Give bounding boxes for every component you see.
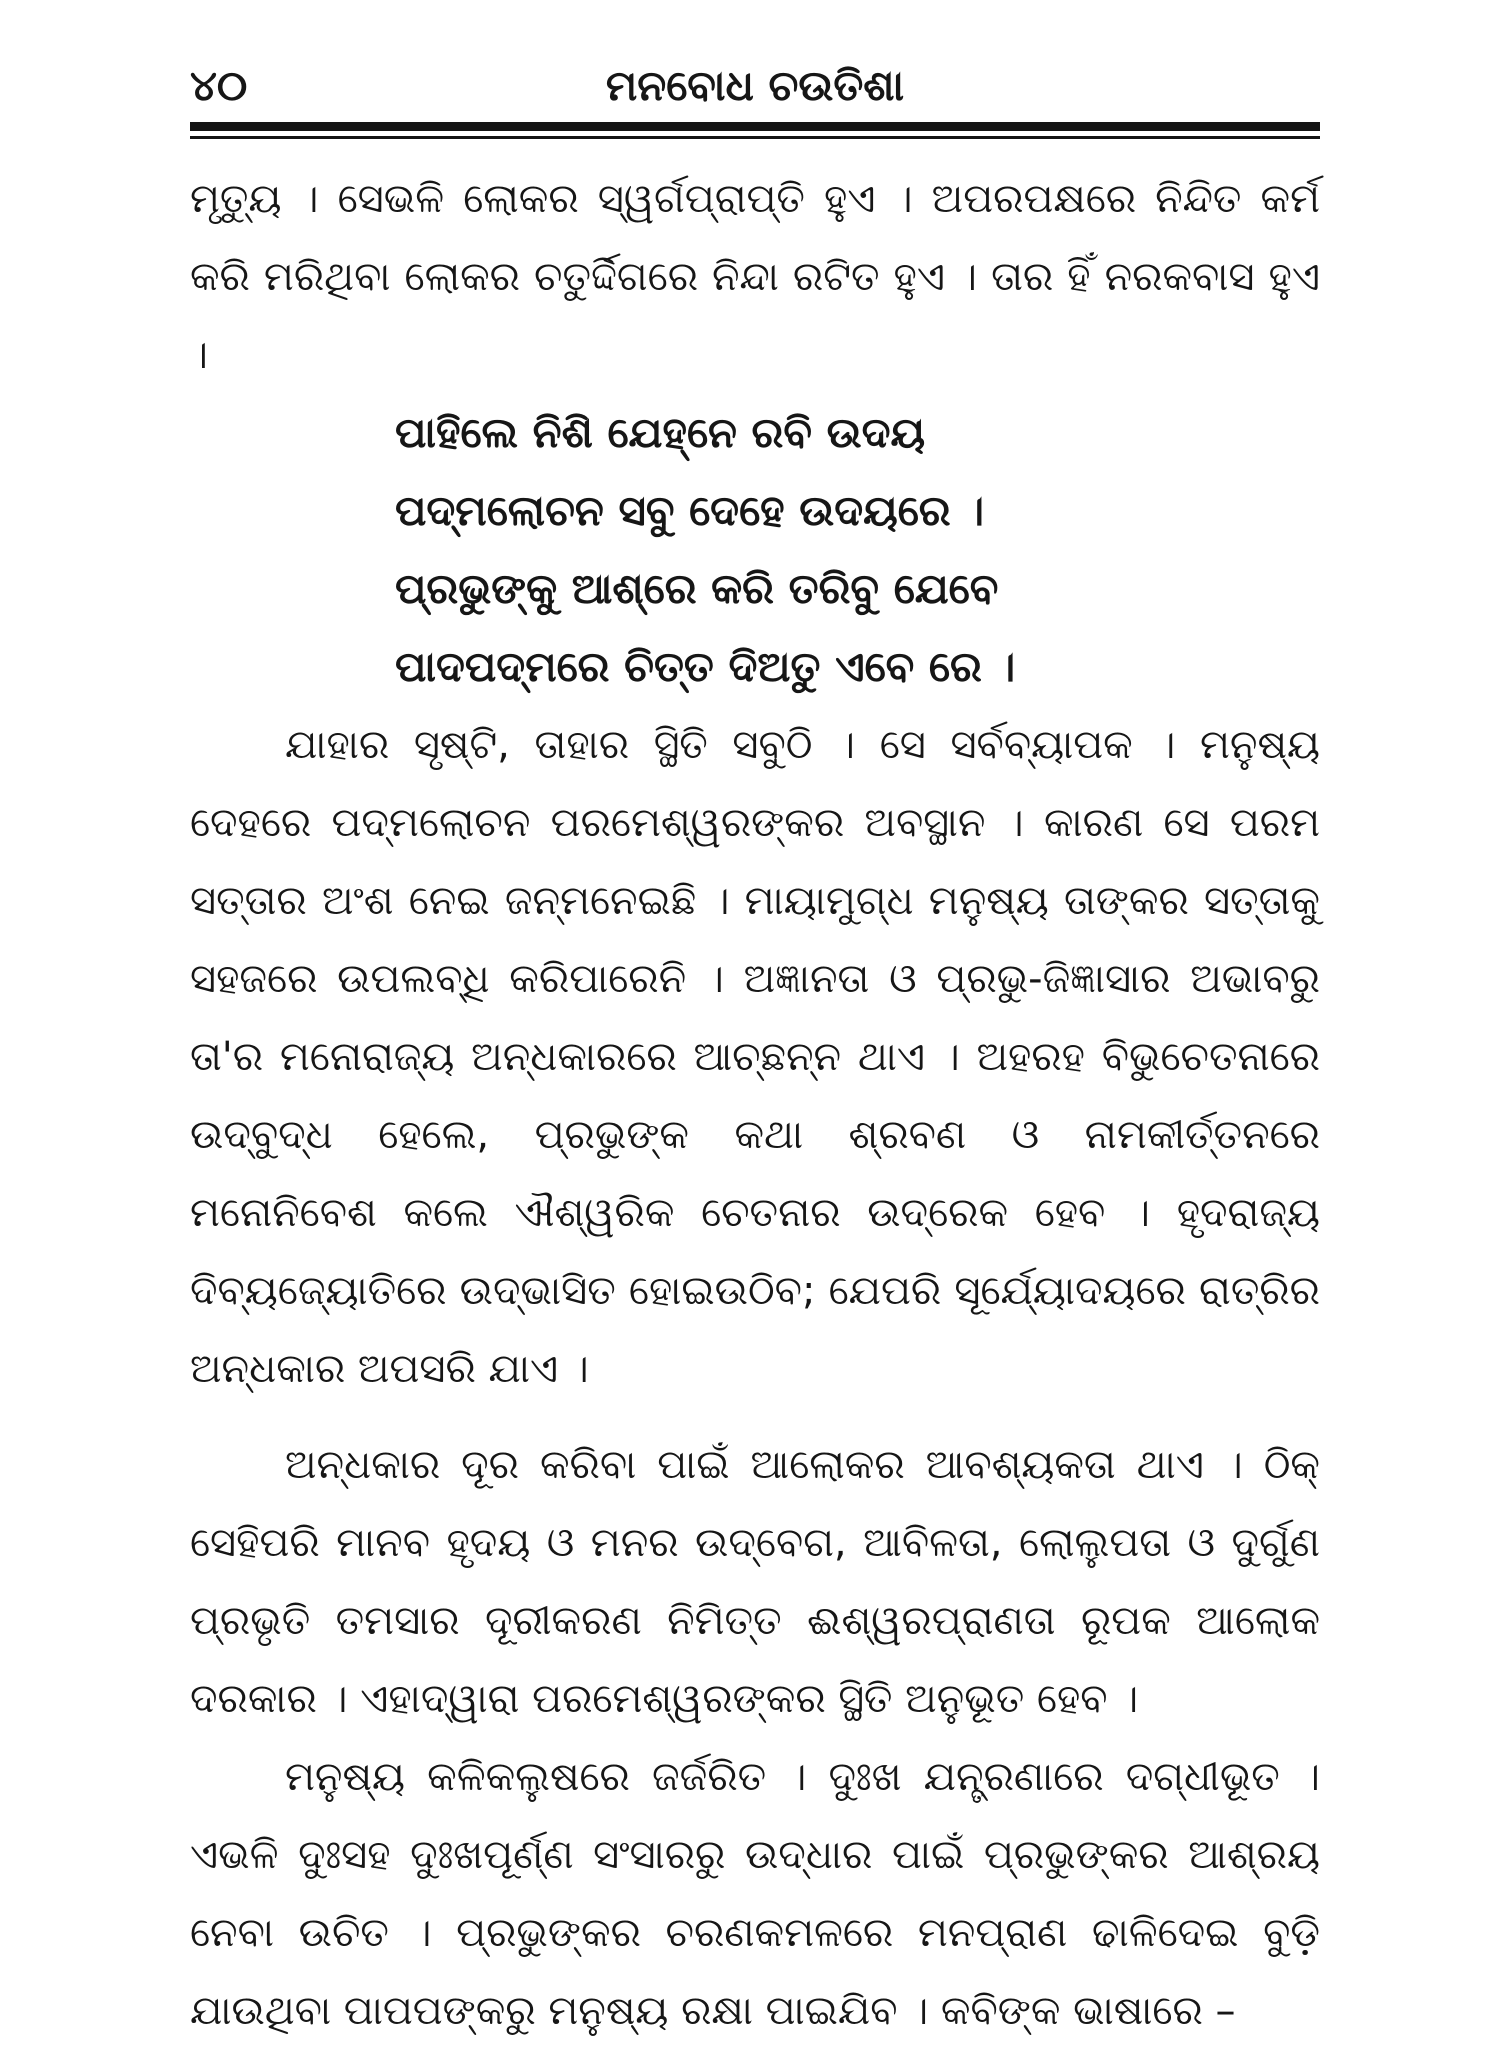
verse-line: ପାଦପଦ୍ମରେ ଚିତ୍ତ ଦିଅତୁ ଏବେ ରେ । <box>395 642 1016 691</box>
verse-line: ପଦ୍ମଲୋଚନ ସବୁ ଦେହେ ଉଦୟରେ । <box>395 486 985 535</box>
paragraph: ଯାହାର ସୃଷ୍ଟି, ତାହାର ସ୍ଥିତି ସବୁଠି । ସେ ସର୍ବବ୍ୟାପକ । ମନୁଷ୍ୟ ଦେହରେ ପଦ୍ମଲୋଚନ ପରମେଶ୍ୱରଙ୍କର ଅବସ୍ଥାନ । କାରଣ ସେ ପରମ ସତ୍ତାର ଅଂଶ ନେଇ ଜନ୍ମନେଇଛି । ମାୟାମୁଗ୍ଧ ମନୁଷ୍ୟ ତାଙ୍କର ସତ୍ତାକୁ ସହଜରେ ଉପଲବ୍ଧି କରିପାରେନି । ଅଜ୍ଞାନତା ଓ ପ୍ରଭୁ-ଜିଜ୍ଞାସାର ଅଭାବରୁ ତା'ର ମନୋରାଜ୍ୟ ଅନ୍ଧକାରରେ ଆଚ୍ଛନ୍ନ ଥାଏ । ଅହରହ ବିଭୁଚେତନାରେ ଉଦ୍‌ବୁଦ୍ଧ ହେଲେ, ପ୍ରଭୁଙ୍କ କଥା ଶ୍ରବଣ ଓ ନାମକୀର୍ତ୍ତନରେ ମନୋନିବେଶ କଲେ ଐଶ୍ୱରିକ ଚେତନାର ଉଦ୍ରେକ ହେବ । ହୃଦରାଜ୍ୟ ଦିବ୍ୟଜ୍ୟୋତିରେ ଉଦ୍‌ଭାସିତ ହୋଇଉଠିବ; ଯେପରି ସୂର୍ଯ୍ୟୋଦୟରେ ରାତ୍ରିର ଅନ୍ଧକାର ଅପସରି ଯାଏ । <box>190 722 1320 1392</box>
verse-block <box>190 394 1320 706</box>
paragraph: ଅନ୍ଧକାର ଦୂର କରିବା ପାଇଁ ଆଲୋକର ଆବଶ୍ୟକତା ଥାଏ । ଠିକ୍ ସେହିପରି ମାନବ ହୃଦୟ ଓ ମନର ଉଦ୍‌ବେଗ, ଆବିଳତା, ଲୋଲୁପତା ଓ ଦୁର୍ଗୁଣ ପ୍ରଭୃତି ତମସାର ଦୂରୀକରଣ ନିମିତ୍ତ ଈଶ୍ୱରପ୍ରାଣତା ରୂପକ ଆଲୋକ ଦରକାର । ଏହାଦ୍ୱାରା ପରମେଶ୍ୱରଙ୍କର ସ୍ଥିତି ଅନୁଭୂତ ହେବ । <box>190 1442 1320 1722</box>
header-rule-thin <box>190 136 1320 139</box>
verse-line: ପ୍ରଭୁଙ୍କୁ ଆଶ୍ରେ କରି ତରିବୁ ଯେବେ <box>395 564 999 613</box>
header-rule-thick <box>190 122 1320 131</box>
page-number: ୪୦ <box>190 61 248 110</box>
paragraph: ମନୁଷ୍ୟ କଳିକଲୁଷରେ ଜର୍ଜରିତ । ଦୁଃଖ ଯନ୍ତ୍ରଣାରେ ଦଗ୍‌ଧୀଭୂତ । ଏଭଳି ଦୁଃସହ ଦୁଃଖପୂର୍ଣ୍ଣ ସଂସାରରୁ ଉଦ୍ଧାର ପାଇଁ ପ୍ରଭୁଙ୍କର ଆଶ୍ରୟ ନେବା ଉଚିତ । ପ୍ରଭୁଙ୍କର ଚରଣକମଳରେ ମନପ୍ରାଣ ଢାଳିଦେଇ ବୁଡ଼ି ଯାଉଥିବା ପାପପଙ୍କରୁ ମନୁଷ୍ୟ ରକ୍ଷା ପାଇଯିବ । କବିଙ୍କ ଭାଷାରେ – <box>190 1754 1320 2034</box>
verse-line: ପାହିଲେ ନିଶି ଯେହ୍ନେ ରବି ଉଦୟ <box>395 408 926 457</box>
body-text <box>190 160 1320 2050</box>
page-header <box>190 56 1320 116</box>
running-title: ମନବୋଧ ଚଉତିଶା <box>605 61 905 110</box>
paragraph-continued: ମୃତ୍ୟୁ । ସେଭଳି ଲୋକର ସ୍ୱର୍ଗପ୍ରାପ୍ତି ହୁଏ । ଅପରପକ୍ଷରେ ନିନ୍ଦିତ କର୍ମ କରି ମରିଥିବା ଲୋକର ଚତୁର୍ଦ୍ଦିଗରେ ନିନ୍ଦା ରଟିତ ହୁଏ । ତାର ହିଁ ନରକବାସ ହୁଏ । <box>190 176 1320 378</box>
